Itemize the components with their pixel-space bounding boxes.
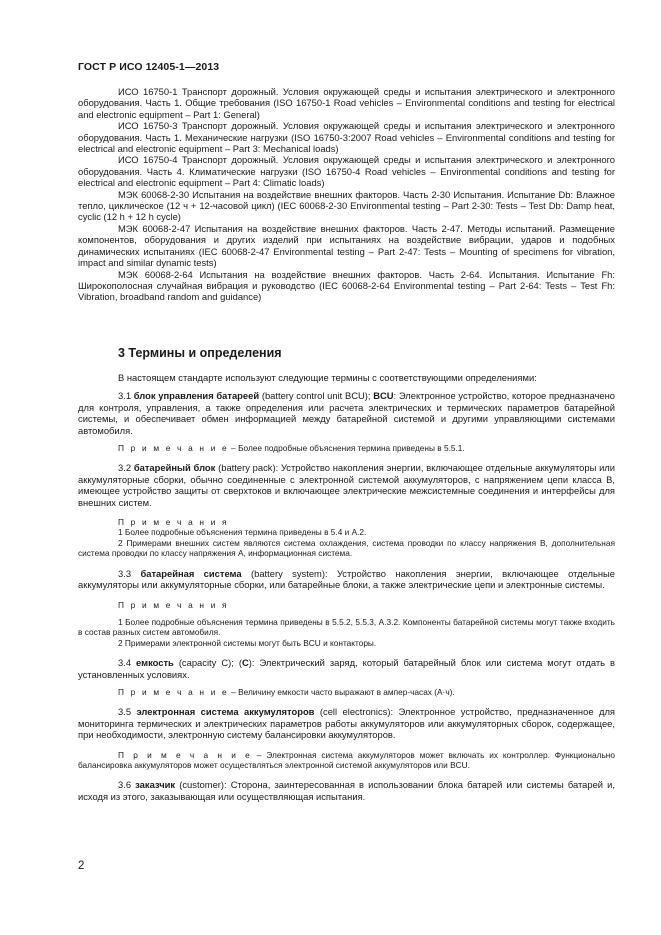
note-item: 2 Примерами электронной системы могут быть BCU и контакторы.	[118, 637, 377, 648]
page-number: 2	[78, 860, 85, 872]
reference-item: ИСО 16750-3 Транспорт дорожный. Условия окружающей среды и испытания электрического и электронного оборудования. Часть 1. Механические нагрузки (ISO 16750-3:2007 Road vehicles – Environmental conditions and testing for electrical and electronic equipment – Part 3: Mechanical loads)	[78, 120, 615, 155]
note-item: 1 Более подробные объяснения термина приведены в 5.4 и А.2.	[118, 527, 367, 538]
note-3-1: П р и м е ч а н и е – Более подробные объяснения термина приведены в 5.5.1.	[118, 443, 465, 454]
document-header: ГОСТ Р ИСО 12405-1—2013	[78, 61, 220, 73]
term-name: заказчик	[135, 779, 176, 791]
term-3-5: 3.5 электронная система аккумуляторов (cell electronics): Электронное устройство, предназначенное для мониторинга термических и электрических параметров работы аккумуляторов или аккумуляторных сборок, содержащее, при необходимости, электронную систему балансировки аккумуляторов.	[78, 706, 615, 741]
term-name: батарейный блок	[133, 462, 216, 474]
term-name: батарейная система	[140, 567, 242, 579]
term-3-2: 3.2 батарейный блок (battery pack): Устройство накопления энергии, включающее отдельные аккумуляторы или аккумуляторные сборки, обычно соединенные с электронной системой аккумуляторов, с напряжением цепи класса B, имеющее устройство защиты от сверхтоков и включающее электрические межсистемные соединения и интерфейсы для внешних систем.	[78, 462, 616, 508]
normative-references	[78, 86, 615, 303]
notes-3-3-label: П р и м е ч а н и я	[118, 599, 229, 610]
section-title: 3 Термины и определения	[118, 346, 282, 360]
notes-3-2-label: П р и м е ч а н и я	[118, 517, 229, 528]
term-3-4: 3.4 емкость (capacity C); (C): Электрический заряд, который батарейный блок или система могут отдать в установленных условиях.	[78, 657, 615, 680]
term-abbr: BCU	[373, 390, 394, 402]
note-3-4: П р и м е ч а н и е – Величину емкости часто выражают в ампер-часах (А·ч).	[118, 686, 455, 697]
reference-item: ИСО 16750-1 Транспорт дорожный. Условия окружающей среды и испытания электрического и электронного оборудования. Часть 1. Общие требования (ISO 16750-1 Road vehicles – Environmental conditions and testing for electrical and electronic equipment – Part 1: General)	[78, 86, 615, 120]
reference-item: ИСО 16750-4 Транспорт дорожный. Условия окружающей среды и испытания электрического и электронного оборудования. Часть 4. Климатические нагрузки (ISO 16750-4 Road vehicles – Environmental conditions and testing for electrical and electronic equipment – Part 4: Climatic loads)	[78, 154, 615, 189]
term-3-3: 3.3 батарейная система (battery system): Устройство накопления энергии, включающее отдельные аккумуляторы или аккумуляторные сборки, или батарейные блоки, а также электрические цепи и электронные системы.	[78, 567, 616, 591]
note-3-5: П р и м е ч а н и е – Электронная система аккумуляторов может включать их контроллер. Функционально балансировка аккумуляторов может осуществляться электронной системой аккумуляторов или BCU.	[78, 749, 615, 770]
note-item: 1 Более подробные объяснения термина приведены в 5.5.2, 5.5.3, А.3.2. Компоненты батарейной системы могут также входить в состав разных систем автомобиля.	[78, 616, 615, 638]
terms-section	[78, 372, 615, 802]
note-item: 2 Примерами внешних систем являются система охлаждения, система проводки по классу напряжения В, дополнительная система проводки по классу напряжения А, информационная система.	[78, 537, 615, 559]
intro-paragraph: В настоящем стандарте используют следующие термины с соответствующими определениями:	[118, 372, 537, 383]
term-name: электронная система аккумуляторов	[136, 706, 315, 718]
term-3-1: 3.1 блок управления батареей (battery control unit BCU); BCU: Электронное устройство, которое предназначено для контроля, управления, а также определения или расчета электрических и термических параметров батарейной системы, и обеспечивает обмен информацией между батарейной системой и другими управляющими системами автомобиля.	[78, 390, 615, 436]
term-3-6: 3.6 заказчик (customer): Сторона, заинтересованная в использовании блока батарей или системы батарей и, исходя из этого, заказывающая или осуществляющая испытания.	[78, 779, 615, 802]
term-name: блок управления батареей	[133, 390, 260, 402]
reference-item: МЭК 60068-2-64 Испытания на воздействие внешних факторов. Часть 2-64. Испытания. Испытание Fh: Широкополосная случайная вибрация и руководство (IEC 60068-2-64 Environmental testing – Part 2-64: Tests – Test Fh: Vibration, broadband random and guidance)	[78, 268, 615, 303]
reference-item: МЭК 60068-2-47 Испытания на воздействие внешних факторов. Часть 2-47. Методы испытаний. Размещение компонентов, оборудования и других изделий при испытаниях на воздействие вибрации, ударов и подобных динамических испытаниях (IEC 60068-2-47 Environmental testing – Part 2-47: Tests – Mounting of specimens for vibration, impact and similar dynamic tests)	[78, 222, 615, 269]
term-abbr: C	[241, 657, 249, 669]
reference-item: МЭК 60068-2-30 Испытания на воздействие внешних факторов. Часть 2-30 Испытания. Испытание Db: Влажное тепло, циклическое (12 ч + 12-часовой цикл) (IEC 60068-2-30 Environmental testing – Part 2-30: Tests – Test Db: Damp heat, cyclic (12 h + 12 h cycle)	[78, 188, 615, 223]
term-name: емкость	[136, 657, 174, 669]
